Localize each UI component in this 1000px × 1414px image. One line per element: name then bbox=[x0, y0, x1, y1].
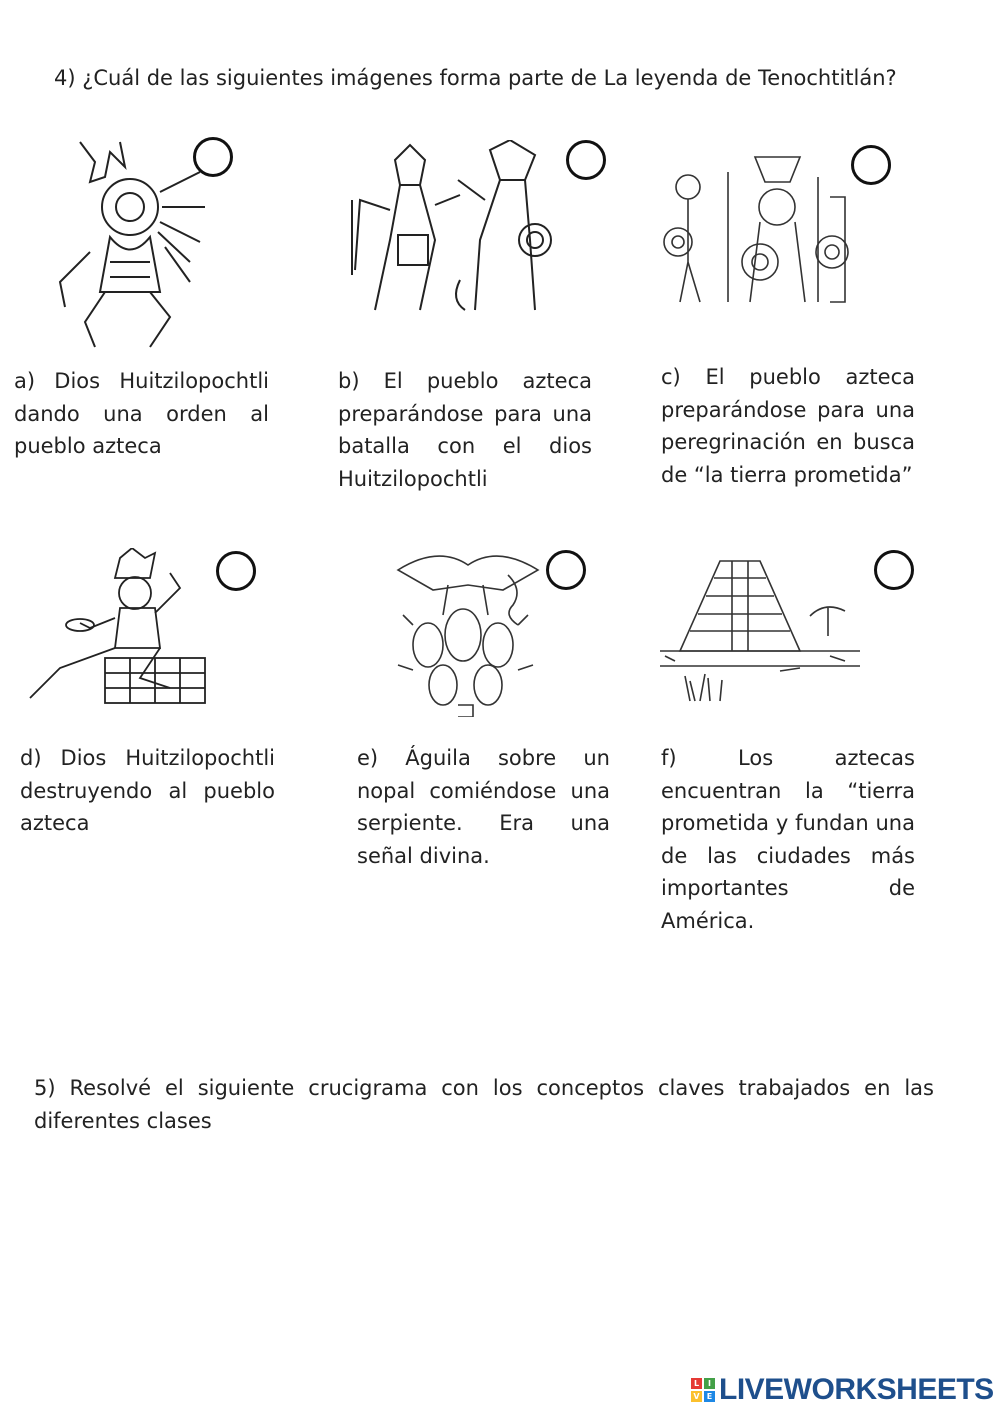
option-e-caption: e) Águila sobre un nopal comiéndose una serpiente. Era una señal divina. bbox=[357, 746, 610, 868]
liveworksheets-logo[interactable] bbox=[691, 1372, 994, 1408]
huitzilopochtli-god-illustration bbox=[50, 132, 210, 354]
aztec-warriors-fighting-illustration bbox=[340, 140, 555, 318]
option-e-radio[interactable] bbox=[546, 550, 586, 590]
option-c-radio[interactable] bbox=[851, 145, 891, 185]
eagle-on-nopal-illustration bbox=[388, 545, 543, 717]
question-4-prompt: 4) ¿Cuál de las siguientes imágenes forma parte de La leyenda de Tenochtitlán? bbox=[54, 66, 897, 90]
option-d-caption: d) Dios Huitzilopochtli destruyendo al pueblo azteca bbox=[20, 746, 275, 836]
aztec-warriors-procession-illustration bbox=[660, 142, 860, 307]
option-c-caption: c) El pueblo azteca preparándose para una peregrinación en busca de “la tierra prometida” bbox=[661, 365, 915, 487]
pyramid-landscape-illustration bbox=[660, 556, 860, 706]
option-f-caption: f) Los aztecas encuentran la “tierra prometida y fundan una de las ciudades más importantes de América. bbox=[661, 746, 915, 933]
brand-name: LIVEWORKSHEETS bbox=[719, 1373, 994, 1406]
question-5-prompt: 5) Resolvé el siguiente crucigrama con los conceptos claves trabajados en las diferentes clases bbox=[34, 1076, 934, 1133]
option-b-radio[interactable] bbox=[566, 140, 606, 180]
logo-letter: E bbox=[704, 1391, 715, 1402]
logo-icon bbox=[691, 1378, 715, 1402]
logo-letter: V bbox=[691, 1391, 702, 1402]
logo-letter: I bbox=[704, 1378, 715, 1389]
option-d-radio[interactable] bbox=[216, 551, 256, 591]
option-b-caption: b) El pueblo azteca preparándose para una batalla con el dios Huitzilopochtli bbox=[338, 369, 592, 491]
option-a-caption: a) Dios Huitzilopochtli dando una orden al pueblo azteca bbox=[14, 369, 269, 459]
aztec-god-seated-illustration bbox=[20, 548, 230, 708]
logo-letter: L bbox=[691, 1378, 702, 1389]
option-f-radio[interactable] bbox=[874, 550, 914, 590]
option-a-radio[interactable] bbox=[193, 137, 233, 177]
